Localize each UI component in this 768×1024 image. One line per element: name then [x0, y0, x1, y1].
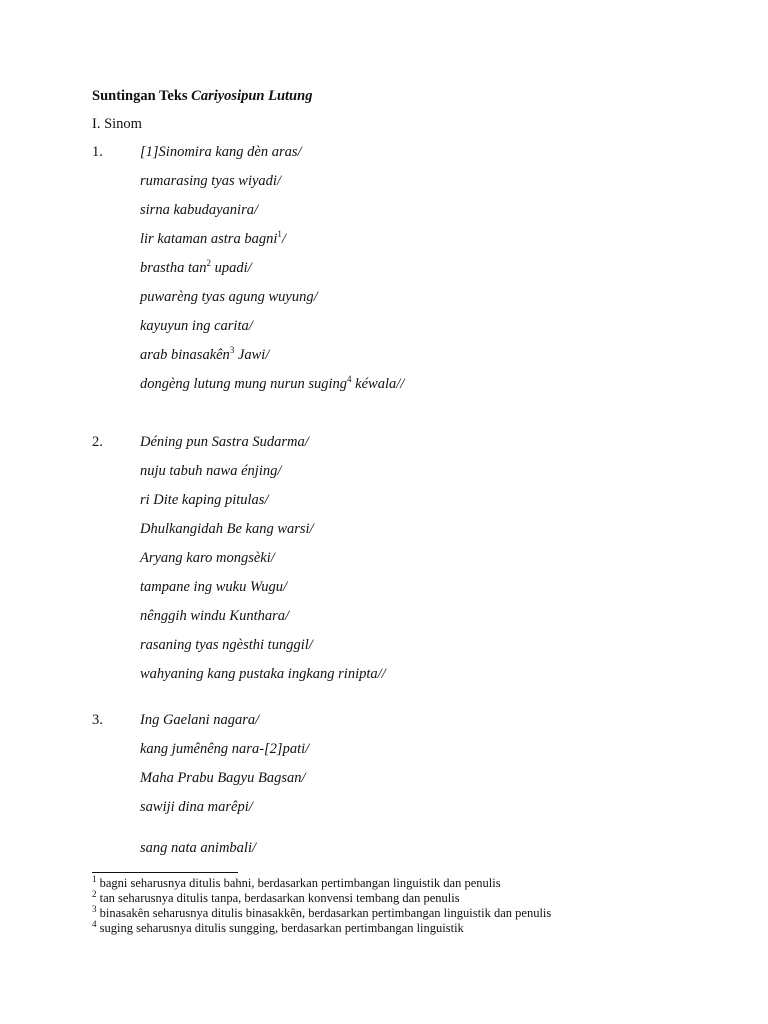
footnote-text: binasakên seharusnya ditulis binasakkên, berdasarkan pertimbangan linguistik dan penulis — [96, 906, 552, 920]
verse-line — [140, 376, 404, 393]
verse-line — [140, 347, 269, 364]
verse-line — [140, 202, 258, 219]
footnote-text: tan seharusnya ditulis tanpa, berdasarkan konvensi tembang dan penulis — [96, 891, 460, 905]
verse-line — [140, 666, 386, 683]
verse-line — [140, 260, 252, 277]
verse-line — [140, 770, 306, 787]
footnote — [92, 888, 460, 906]
verse-line — [140, 521, 314, 538]
footnote-text: bagni seharusnya ditulis bahni, berdasarkan pertimbangan linguistik dan penulis — [96, 876, 501, 890]
verse-text: nênggih windu Kunthara/ — [140, 608, 290, 624]
verse-text: wahyaning kang pustaka ingkang rinipta// — [140, 666, 386, 682]
verse-text: nuju tabuh nawa énjing/ — [140, 463, 282, 479]
stanza-number: 1. — [92, 144, 103, 160]
verse-line — [140, 712, 259, 729]
verse-line — [140, 741, 309, 758]
verse-text: Dhulkangidah Be kang warsi/ — [140, 521, 314, 537]
verse-text-tail: upadi/ — [210, 260, 252, 276]
verse-text: kang jumênêng nara-[2]pati/ — [140, 741, 310, 757]
verse-text: [1]Sinomira kang dèn aras/ — [140, 144, 302, 160]
document-title — [92, 88, 312, 105]
footnote-reference[interactable]: 3 — [229, 345, 235, 356]
verse-line — [140, 318, 253, 335]
verse-text-tail: Jawi/ — [234, 347, 270, 363]
verse-text: dongèng lutung mung nurun suging — [140, 376, 348, 392]
footnote-separator — [92, 872, 238, 873]
verse-text-tail: kéwala// — [351, 376, 405, 392]
footnote — [92, 918, 464, 936]
title-plain: Suntingan Teks — [92, 88, 192, 104]
footnote-mark: 3 — [92, 903, 97, 914]
verse-text-tail: / — [281, 231, 286, 247]
verse-text: sirna kabudayanira/ — [140, 202, 259, 218]
verse-text: sang nata animbali/ — [140, 840, 257, 856]
verse-line — [140, 434, 309, 451]
verse-line — [140, 144, 302, 161]
verse-text: Ing Gaelani nagara/ — [140, 712, 260, 728]
verse-line — [140, 289, 318, 306]
verse-text: rumarasing tyas wiyadi/ — [140, 173, 281, 189]
section-heading: I. Sinom — [92, 116, 142, 132]
verse-line — [140, 799, 253, 816]
verse-text: puwarèng tyas agung wuyung/ — [140, 289, 318, 305]
stanza-number: 2. — [92, 434, 103, 450]
verse-line — [140, 173, 281, 190]
verse-line — [140, 608, 289, 625]
footnote-mark: 4 — [92, 918, 97, 929]
verse-text: Déning pun Sastra Sudarma/ — [140, 434, 309, 450]
verse-text: lir kataman astra bagni — [140, 231, 278, 247]
verse-text: tampane ing wuku Wugu/ — [140, 579, 288, 595]
verse-line — [140, 840, 256, 857]
verse-text: arab binasakên — [140, 347, 230, 363]
verse-text: sawiji dina marêpi/ — [140, 799, 253, 815]
verse-text: ri Dite kaping pitulas/ — [140, 492, 269, 508]
footnote-reference[interactable]: 2 — [206, 258, 211, 269]
footnote-reference[interactable]: 4 — [347, 374, 352, 385]
footnote-mark: 2 — [92, 888, 97, 899]
footnote — [92, 903, 552, 921]
verse-line — [140, 550, 275, 567]
verse-text: brastha tan — [140, 260, 207, 276]
verse-text: Aryang karo mongsèki/ — [140, 550, 275, 566]
verse-line — [140, 231, 286, 248]
verse-line — [140, 637, 313, 654]
title-italic: Cariyosipun Lutung — [191, 88, 313, 104]
footnote-text: suging seharusnya ditulis sungging, berdasarkan pertimbangan linguistik — [96, 921, 464, 935]
verse-text: rasaning tyas ngèsthi tunggil/ — [140, 637, 313, 653]
verse-text: kayuyun ing carita/ — [140, 318, 253, 334]
verse-text: Maha Prabu Bagyu Bagsan/ — [140, 770, 306, 786]
verse-line — [140, 579, 287, 596]
verse-line — [140, 463, 281, 480]
footnote-reference[interactable]: 1 — [277, 229, 282, 240]
verse-line — [140, 492, 268, 509]
footnote-mark: 1 — [92, 873, 97, 884]
stanza-number: 3. — [92, 712, 103, 728]
footnote — [92, 873, 501, 891]
